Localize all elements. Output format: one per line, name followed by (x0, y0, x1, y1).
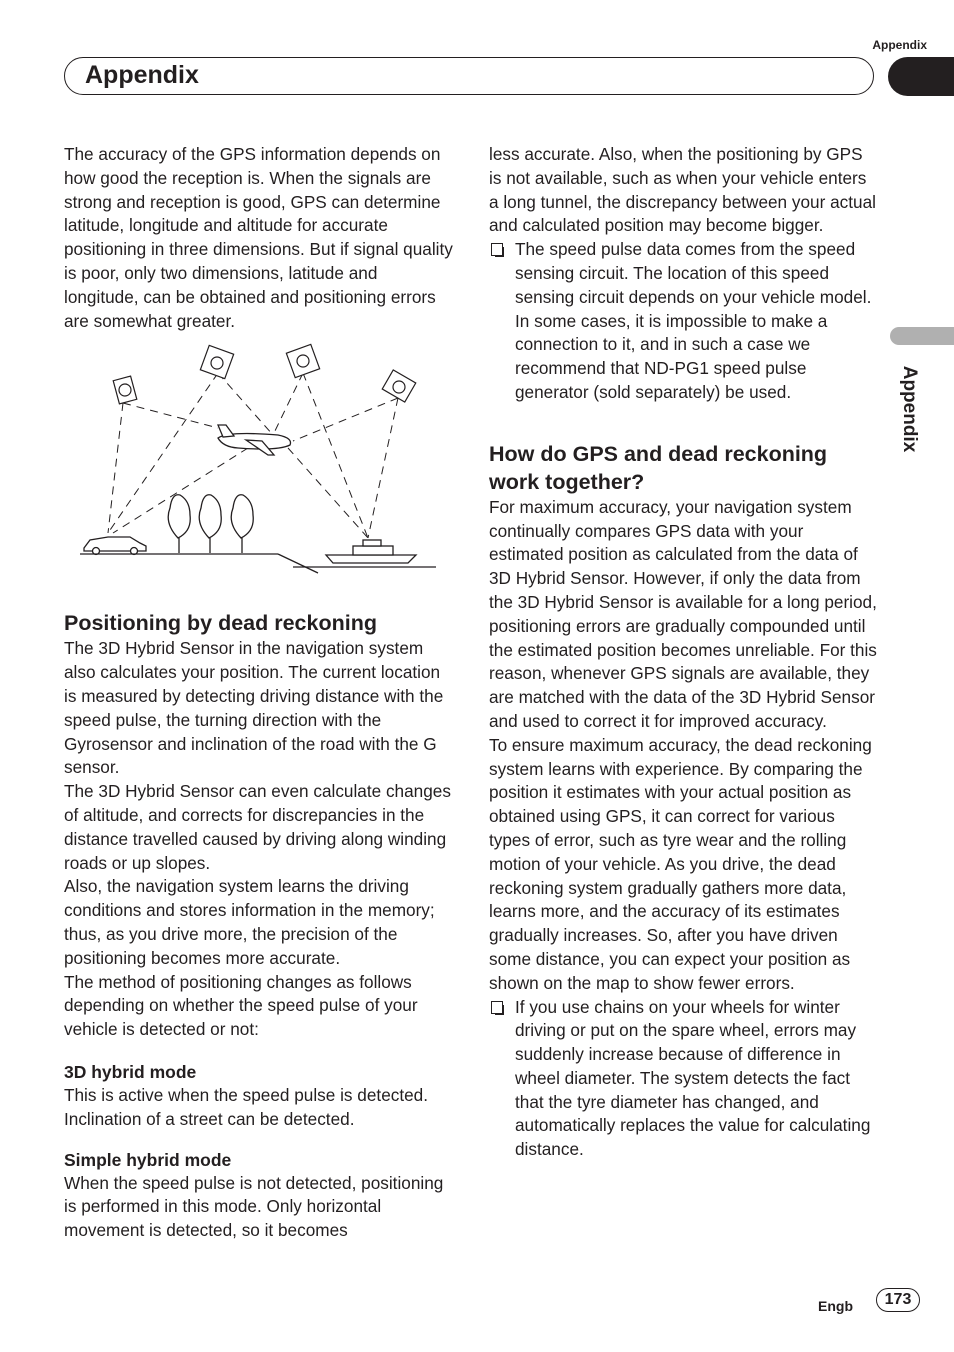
section-heading: How do GPS and dead reckoning work together? (489, 441, 828, 494)
note-item (489, 238, 879, 405)
section-header (64, 57, 874, 95)
left-column (64, 143, 454, 1243)
paragraph: The 3D Hybrid Sensor in the navigation system also calculates your position. The current location is measured by detecting driving distance with the speed pulse, the turning direction with the Gyrosensor and inclination of the road with the G sensor. (64, 638, 444, 778)
paragraph: To ensure maximum accuracy, the dead reckoning system learns with experience. By comparing the position it estimates with your actual position as obtained using GPS, it can correct for various types of error, such as tyre wear and the rolling motion of your vehicle. As you drive, the dead reckoning system gradually gathers more data, learns more, and the accuracy of its estimates gradually increases. So, after you have driven some distance, you can expect your position as shown on the map to show fewer errors. (489, 734, 872, 993)
satellite-icon (382, 370, 416, 402)
paragraph: This is active when the speed pulse is detected. Inclination of a street can be detected. (64, 1084, 429, 1129)
satellite-icon (286, 344, 319, 377)
side-tab (894, 350, 924, 480)
note-text: The speed pulse data comes from the speed sensing circuit. The location of this speed sensing circuit depends on your vehicle model. In some cases, it is impossible to make a connection to it, and in such a case we recommend that ND-PG1 speed pulse generator (sold separately) be used. (515, 239, 872, 402)
language-code: Engb (818, 1298, 853, 1314)
checkbox-icon (491, 243, 503, 256)
satellite-icon (200, 345, 233, 378)
paragraph: less accurate. Also, when the positioning by GPS is not available, such as when your vehicle enters a long tunnel, the discrepancy between your actual and calculated position may become bigger. (489, 144, 876, 236)
checkbox-icon (491, 1001, 503, 1014)
airplane-icon (218, 425, 291, 455)
section-marker (888, 57, 954, 96)
section-heading: Positioning by dead reckoning (64, 611, 377, 636)
paragraph: The 3D Hybrid Sensor can even calculate changes of altitude, and corrects for discrepancies in the distance travelled caused by driving along winding roads or up slopes. (64, 781, 451, 873)
side-tab-label: Appendix (899, 365, 920, 453)
note-item (489, 996, 879, 1163)
subheading: Simple hybrid mode (64, 1149, 232, 1170)
ship-icon (326, 540, 416, 563)
tree-icon (168, 495, 253, 553)
satellite-icon (113, 376, 137, 404)
gps-diagram (78, 343, 438, 579)
paragraph: When the speed pulse is not detected, positioning is performed in this mode. Only horizontal movement is detected, so it becomes (64, 1172, 444, 1241)
paragraph: For maximum accuracy, your navigation system continually compares GPS data with your estimated position as calculated from the data of 3D Hybrid Sensor. However, if only the data from the 3D Hybrid Sensor is available for a long period, positioning errors are gradually compounded until the estimated position becomes unreliable. For this reason, whenever GPS signals are available, they are matched with the data of the 3D Hybrid Sensor and used to correct it for improved accuracy. (489, 496, 877, 731)
car-icon (84, 537, 146, 555)
intro-paragraph: The accuracy of the GPS information depends on how good the reception is. When the signals are strong and reception is good, GPS can determine latitude, longitude and altitude for accurate positioning in three dimensions. But if signal quality is poor, only two dimensions, latitude and longitude, can be obtained and positioning errors are somewhat greater. (64, 144, 453, 331)
side-tab-marker (890, 327, 954, 345)
paragraph: The method of positioning changes as follows depending on whether the speed pulse of your vehicle is detected or not: (64, 971, 418, 1040)
right-column (489, 143, 879, 1162)
note-text: If you use chains on your wheels for winter driving or put on the spare wheel, errors may suddenly increase because of difference in wheel diameter. The system detects the fact that the tyre diameter has changed, and automatically replaces the value for calculating distance. (515, 996, 871, 1160)
page-title: Appendix (85, 61, 199, 89)
page-number: 173 (876, 1288, 920, 1312)
running-head: Appendix (872, 38, 927, 52)
subheading: 3D hybrid mode (64, 1061, 197, 1082)
paragraph: Also, the navigation system learns the driving conditions and stores information in the memory; thus, as you drive more, the precision of the positioning becomes more accurate. (64, 876, 435, 968)
